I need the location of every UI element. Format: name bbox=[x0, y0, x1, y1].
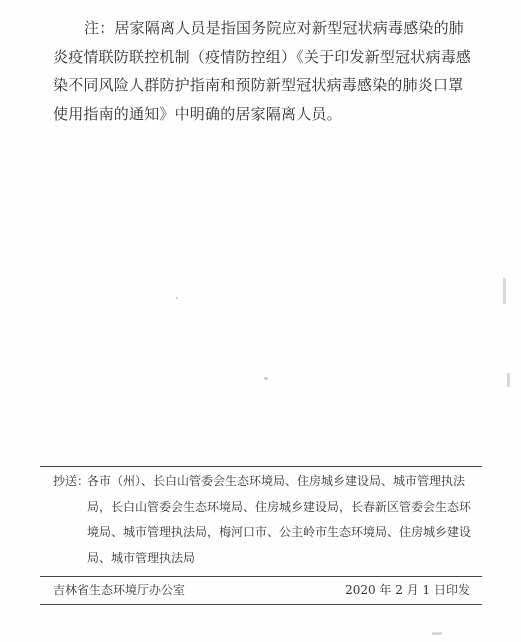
scan-edge-mark bbox=[432, 632, 442, 635]
print-date: 2020 年 2 月 1 日印发 bbox=[345, 583, 470, 597]
top-divider bbox=[40, 466, 482, 467]
copy-to-recipients: 各市（州）、长白山管委会生态环境局、住房城乡建设局、城市管理执法局，长白山管委会生态环境局、住房城乡建设局，长春新区管委会生态环境局、城市管理执法局，梅河口市、公主岭市生态环境局、住房城乡建设局、城市管理执法局 bbox=[87, 474, 472, 565]
scan-edge-mark bbox=[503, 278, 506, 304]
scan-speck bbox=[176, 297, 178, 299]
middle-divider bbox=[40, 576, 482, 577]
bottom-divider bbox=[40, 604, 482, 605]
copy-to-label: 抄送： bbox=[53, 474, 90, 488]
scan-edge-mark bbox=[507, 373, 510, 387]
issuing-office: 吉林省生态环境厅办公室 bbox=[53, 583, 186, 597]
note-paragraph: 注：居家隔离人员是指国务院应对新型冠状病毒感染的肺炎疫情联防联控机制（疫情防控组）《关于印发新型冠状病毒感染不同风险人群防护指南和预防新型冠状病毒感染的肺炎口罩使用指南的通知》中明确的居家隔离人员。 bbox=[53, 19, 472, 123]
scan-speck bbox=[264, 377, 268, 380]
